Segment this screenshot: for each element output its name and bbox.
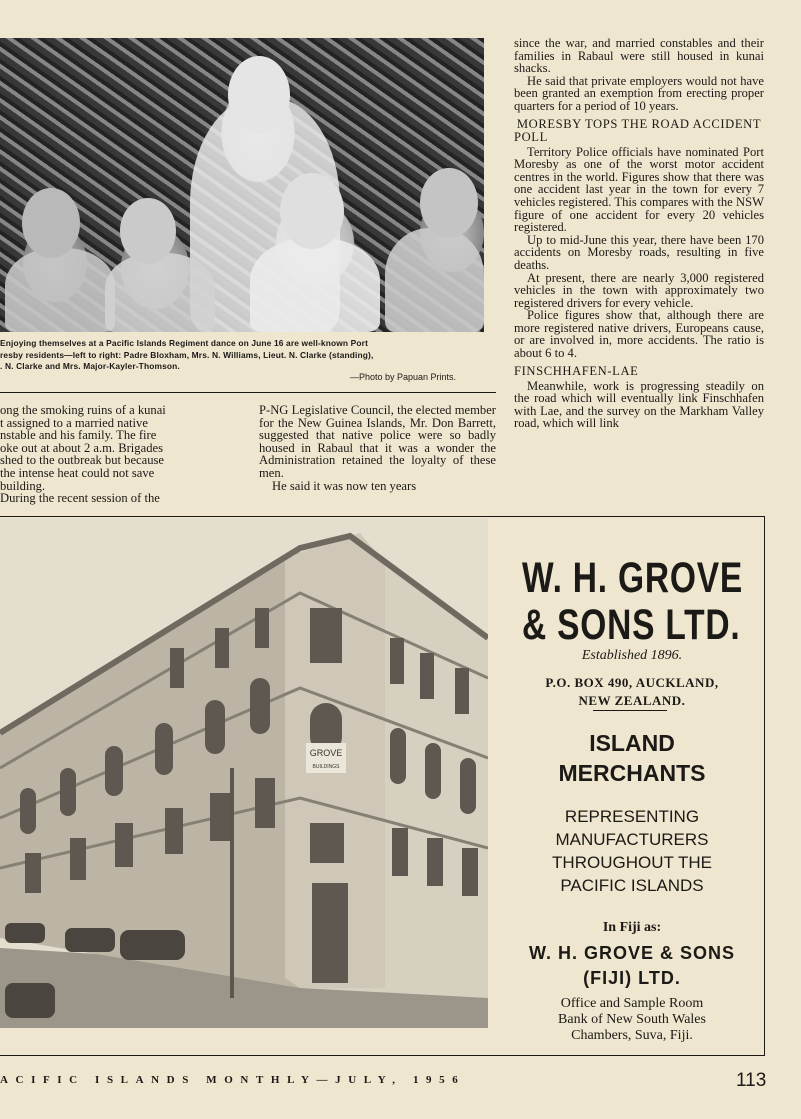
section-heading: MORESBY TOPS THE ROAD ACCIDENT POLL xyxy=(514,116,762,144)
article-left-column xyxy=(0,404,236,505)
building-illustration xyxy=(0,518,488,1028)
representing-line: MANUFACTURERS xyxy=(555,830,709,849)
text-line: building. xyxy=(0,478,46,493)
building-sign-sub: BUILDINGS xyxy=(312,764,340,770)
paragraph: At present, there are nearly 3,000 registered vehicles in the town with approximately two registered drivers for every vehicle. xyxy=(514,270,764,310)
building-sign: GROVE xyxy=(309,748,343,758)
grove-building-photo xyxy=(0,518,488,1028)
caption-line: Enjoying themselves at a Pacific Islands Regiment dance on June 16 are well-known Port xyxy=(0,338,369,348)
section-heading: FINSCHHAFEN-LAE xyxy=(514,363,639,378)
paragraph: since the war, and married constables and their families in Rabaul were still housed in kunai shacks. xyxy=(514,36,764,76)
ad-divider xyxy=(593,710,667,711)
paragraph: Police figures show that, although there are more registered native drivers, Europeans cause, or are involved in, more accidents. The ratio is about 6 to 4. xyxy=(514,308,764,361)
text-line: During the recent session of the xyxy=(0,491,160,506)
photo-credit: —Photo by Papuan Prints. xyxy=(350,372,457,382)
text-line: oke out at about 2 a.m. Brigades xyxy=(0,440,163,455)
fiji-intro: In Fiji as: xyxy=(602,920,662,935)
paragraph: P-NG Legislative Council, the elected member for the New Guinea Islands, Mr. Don Barrett, suggested that native police were so badly housed in Rabaul that it was a wonder the Administration retained the loyalty of these men. xyxy=(259,403,496,480)
article-right-column xyxy=(514,37,764,430)
text-line: ong the smoking ruins of a kunai xyxy=(0,403,166,417)
office-line: Bank of New South Wales xyxy=(558,1012,706,1027)
paragraph: Territory Police officials have nominated Port Moresby as one of the worst motor accident centres in the world. Figures show that there was one accident last year in the town for every 7 vehicles registered. This compares with the NSW figure of one accident for every 20 vehicles registered. xyxy=(514,144,764,235)
representing-line: REPRESENTING xyxy=(564,807,700,826)
office-block xyxy=(497,996,767,1044)
page-number: 113 xyxy=(736,1070,767,1091)
paragraph: Up to mid-June this year, there have been 170 accidents on Moresby roads, resulting in five deaths. xyxy=(514,232,764,272)
representing-line: THROUGHOUT THE xyxy=(552,853,712,872)
paragraph: He said it was now ten years xyxy=(272,478,417,493)
article-middle-column xyxy=(259,404,496,492)
representing-block xyxy=(497,805,767,897)
text-line: the intense heat could not save xyxy=(0,465,155,480)
photo-caption xyxy=(0,338,492,373)
established-line: Established 1896. xyxy=(581,648,683,663)
merchants-line2: MERCHANTS xyxy=(558,760,706,786)
fiji-name-line2: (FIJI) LTD. xyxy=(583,968,681,988)
company-name-line1: W. H. GROVE xyxy=(522,554,744,602)
fiji-name-line1: W. H. GROVE & SONS xyxy=(528,943,736,963)
paragraph: He said that private employers would not have been granted an exemption from erecting proper quarters for a period of 10 years. xyxy=(514,73,764,113)
merchants-line1: ISLAND xyxy=(589,730,675,756)
paragraph: Meanwhile, work is progressing steadily on the road which will eventually link Finschhafen with Lae, and the survey on the Markham Valley road, which will link xyxy=(514,378,764,431)
office-line: Office and Sample Room xyxy=(560,996,704,1011)
caption-line: . N. Clarke and Mrs. Major-Kayler-Thomson. xyxy=(0,361,180,371)
text-line: shed to the outbreak but because xyxy=(0,453,165,468)
divider xyxy=(0,392,496,393)
address-line2: NEW ZEALAND. xyxy=(578,693,686,708)
running-footer: ACIFIC ISLANDS MONTHLY—JULY, 1956 xyxy=(0,1074,466,1086)
office-line: Chambers, Suva, Fiji. xyxy=(571,1028,693,1043)
representing-line: PACIFIC ISLANDS xyxy=(560,876,704,895)
text-line: nstable and his family. The fire xyxy=(0,428,157,443)
company-name-line2: & SONS LTD. xyxy=(522,601,741,649)
address-line1: P.O. BOX 490, AUCKLAND, xyxy=(545,675,719,690)
text-line: t assigned to a married native xyxy=(0,415,148,430)
dance-photo xyxy=(0,38,484,332)
caption-line: resby residents—left to right: Padre Bloxham, Mrs. N. Williams, Lieut. N. Clarke (standing), xyxy=(0,349,374,360)
